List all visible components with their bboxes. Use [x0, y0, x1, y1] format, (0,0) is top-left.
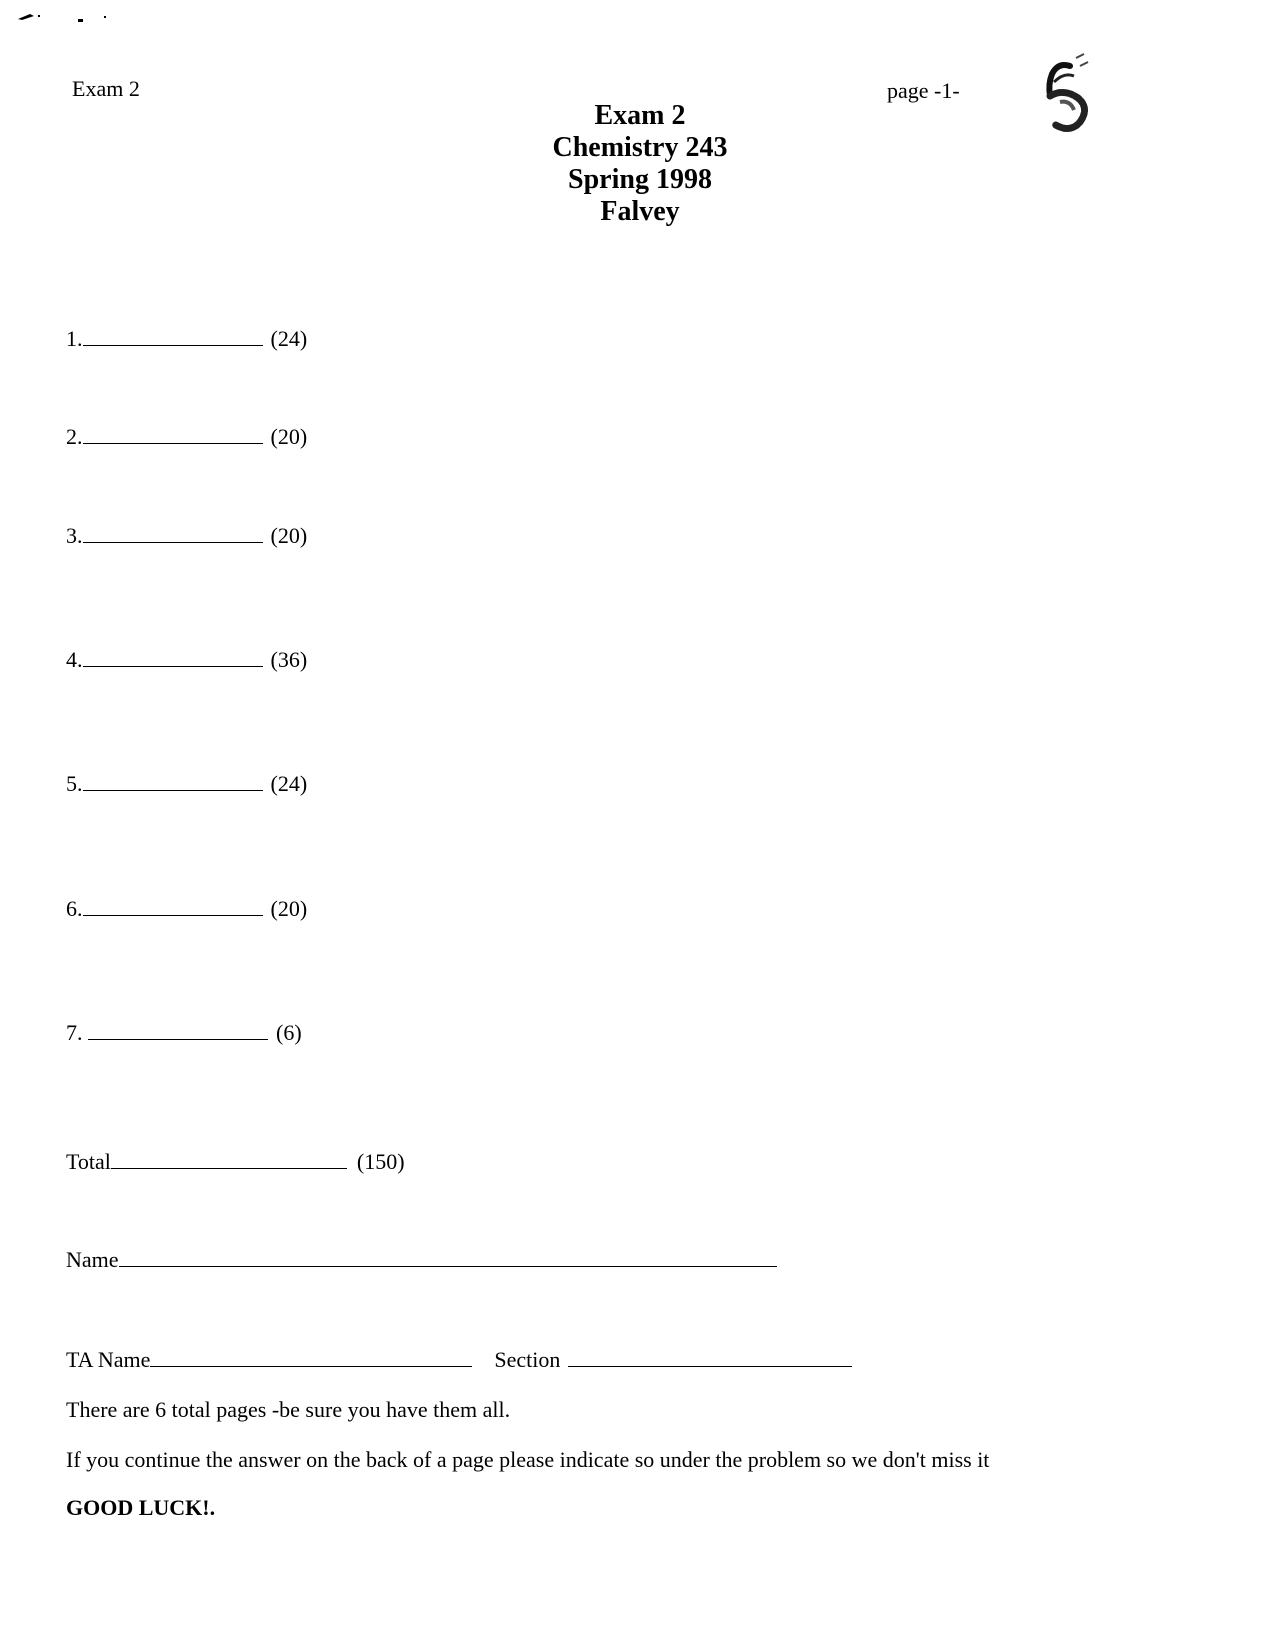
ta-name-field[interactable]	[150, 1348, 472, 1367]
score-points: (36)	[270, 647, 308, 672]
back-of-page-instruction: If you continue the answer on the back of a page please indicate so under the problem so we don't miss it	[66, 1447, 990, 1472]
section-label: Section	[494, 1347, 561, 1372]
scan-speck-marks	[0, 0, 140, 40]
score-blank[interactable]	[83, 327, 263, 346]
score-points: (20)	[270, 424, 308, 449]
score-line-5	[66, 771, 307, 797]
section-field[interactable]	[568, 1348, 852, 1367]
score-blank[interactable]	[88, 1021, 268, 1040]
score-points: (24)	[270, 326, 308, 351]
title-line-term: Spring 1998	[568, 164, 712, 195]
score-line-label: 4.	[66, 647, 83, 672]
score-line-label: 7.	[66, 1020, 88, 1045]
total-blank[interactable]	[111, 1150, 347, 1169]
name-field[interactable]	[119, 1248, 777, 1267]
score-line-7	[66, 1020, 302, 1046]
score-line-label: 6.	[66, 896, 83, 921]
total-points: (150)	[356, 1149, 405, 1174]
score-line-label: 5.	[66, 771, 83, 796]
score-blank[interactable]	[83, 897, 263, 916]
total-line	[66, 1149, 405, 1175]
score-line-1	[66, 326, 307, 352]
handwritten-grade-mark	[1030, 52, 1110, 142]
score-line-label: 2.	[66, 424, 83, 449]
header-exam-label: Exam 2	[72, 76, 140, 101]
score-line-4	[66, 647, 307, 673]
score-points: (6)	[276, 1020, 302, 1045]
score-line-2	[66, 424, 307, 450]
score-line-label: 1.	[66, 326, 83, 351]
score-line-3	[66, 523, 307, 549]
page-count-instruction: There are 6 total pages -be sure you have them all.	[66, 1397, 511, 1422]
ta-name-label: TA Name	[66, 1347, 151, 1372]
name-line	[66, 1247, 777, 1273]
page-number: page -1-	[887, 78, 960, 103]
total-label: Total	[66, 1149, 111, 1174]
title-line-exam: Exam 2	[594, 100, 686, 131]
score-blank[interactable]	[83, 772, 263, 791]
score-line-label: 3.	[66, 523, 83, 548]
score-points: (20)	[270, 896, 308, 921]
title-line-course: Chemistry 243	[552, 132, 728, 163]
good-luck-text: GOOD LUCK!.	[66, 1495, 216, 1520]
exam-title-block	[480, 100, 800, 228]
title-line-instructor: Falvey	[600, 196, 680, 227]
score-blank[interactable]	[83, 524, 263, 543]
score-blank[interactable]	[83, 425, 263, 444]
name-label: Name	[66, 1247, 119, 1272]
score-blank[interactable]	[83, 648, 263, 667]
ta-section-line	[66, 1347, 852, 1373]
score-points: (20)	[270, 523, 308, 548]
score-line-6	[66, 896, 307, 922]
score-points: (24)	[270, 771, 308, 796]
